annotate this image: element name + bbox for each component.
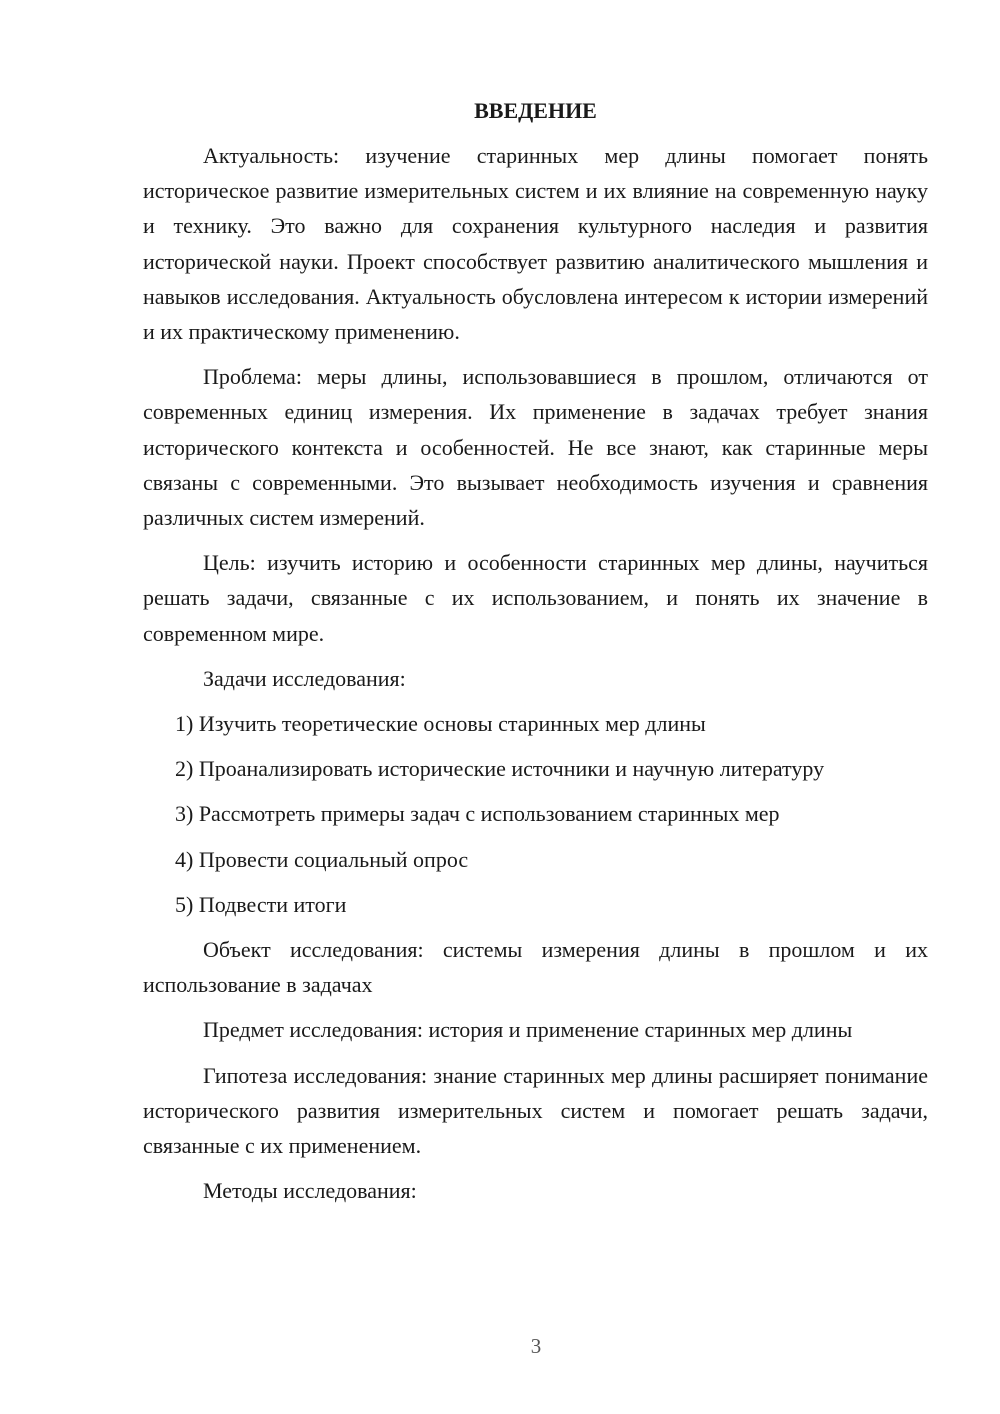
goal-paragraph: Цель: изучить историю и особенности старинных мер длины, научиться решать задачи, связанные с их использованием, и понять их значение в современном мире. <box>143 550 928 646</box>
list-item: 1) Изучить теоретические основы старинных мер длины <box>175 711 706 737</box>
methods-heading: Методы исследования: <box>203 1178 417 1204</box>
relevance-paragraph: Актуальность: изучение старинных мер длины помогает понять историческое развитие измерительных систем и их влияние на современную науку и технику. Это важно для сохранения культурного наследия и развития исторической науки. Проект способствует развитию аналитического мышления и навыков исследования. Актуальность обусловлена интересом к истории измерений и их практическому применению. <box>143 143 928 345</box>
tasks-list <box>143 706 928 922</box>
hypothesis-paragraph: Гипотеза исследования: знание старинных мер длины расширяет понимание исторического развития измерительных систем и помогает решать задачи, связанные с их применением. <box>143 1062 928 1159</box>
section-title: ВВЕДЕНИЕ <box>474 98 597 123</box>
tasks-heading: Задачи исследования: <box>203 665 406 691</box>
object-paragraph: Объект исследования: системы измерения длины в прошлом и их использование в задачах <box>143 937 928 998</box>
problem-paragraph: Проблема: меры длины, использовавшиеся в прошлом, отличаются от современных единиц измерения. Их применение в задачах требует знания исторического контекста и особенностей. Не все знают, как старинные меры связаны с современными. Это вызывает необходимость изучения и сравнения различных систем измерений. <box>143 364 928 531</box>
subject-paragraph: Предмет исследования: история и применение старинных мер длины <box>203 1017 853 1043</box>
list-item: 2) Проанализировать исторические источники и научную литературу <box>175 756 825 782</box>
document-page <box>143 95 928 1218</box>
list-item: 3) Рассмотреть примеры задач с использованием старинных мер <box>175 801 780 827</box>
list-item: 4) Провести социальный опрос <box>175 846 469 872</box>
page-number: 3 <box>530 1334 542 1358</box>
list-item: 5) Подвести итоги <box>175 891 347 917</box>
